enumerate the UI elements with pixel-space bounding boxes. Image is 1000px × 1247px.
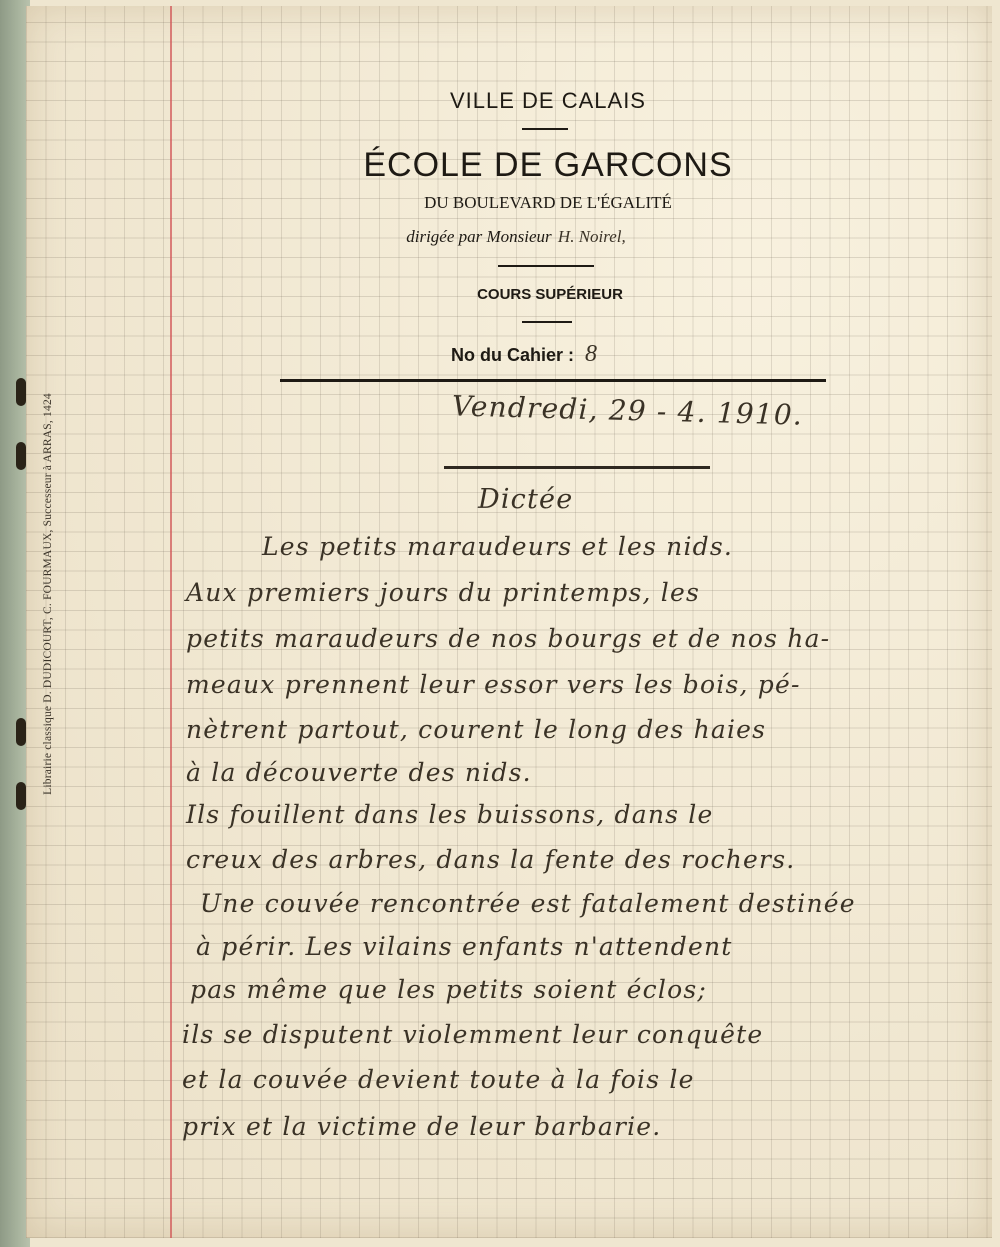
dictation-line: Les petits maraudeurs et les nids. [262,532,734,561]
publisher-imprint: Librairie classique D. DUDICOURT, C. FOURMAUX, Successeur à ARRAS, 1424 [42,393,54,795]
director-label: dirigée par Monsieur [406,227,552,246]
header-rule [280,379,826,382]
dictation-line: nètrent partout, courent le long des haies [186,715,767,744]
notebook-number-label: No du Cahier : [450,345,574,365]
notebook-number-line [24,341,1000,368]
red-margin-line [170,6,172,1238]
binding-hole [16,718,26,746]
dictation-line: creux des arbres, dans la fente des rochers. [186,845,796,874]
date-underline [444,466,710,469]
city-heading: VILLE DE CALAIS [450,88,646,113]
director-line [16,227,1000,247]
dictation-line: à la découverte des nids. [186,758,532,787]
dictation-line: pas même que les petits soient éclos; [190,975,707,1004]
binding-hole [16,782,26,810]
boulevard-subheading: DU BOULEVARD DE L'ÉGALITÉ [424,193,672,212]
dictation-line: petits maraudeurs de nos bourgs et de nos ha- [186,624,831,653]
course-heading: COURS SUPÉRIEUR [477,286,623,303]
dictation-title: Dictée [478,484,574,515]
dictation-line: prix et la victime de leur barbarie. [182,1112,662,1141]
divider [522,128,568,130]
school-heading: ÉCOLE DE GARCONS [363,146,733,184]
dictation-line: Aux premiers jours du printemps, les [186,578,701,607]
notebook-number-value: 8 [585,341,598,367]
binding-hole [16,442,26,470]
director-name-handwritten: H. Noirel, [557,227,626,246]
dictation-line: Une couvée rencontrée est fatalement destinée [200,889,856,918]
divider [498,265,594,267]
divider [522,321,572,323]
dictation-line: et la couvée devient toute à la fois le [182,1065,695,1094]
binding-hole [16,378,26,406]
dictation-line: ils se disputent violemment leur conquête [182,1020,764,1049]
dictation-line: meaux prennent leur essor vers les bois, pé- [186,670,801,699]
dictation-line: à périr. Les vilains enfants n'attendent [196,932,733,961]
dictation-date: Vendredi, 29 - 4. 1910. [451,389,804,432]
dictation-line: Ils fouillent dans les buissons, dans le [186,800,714,829]
